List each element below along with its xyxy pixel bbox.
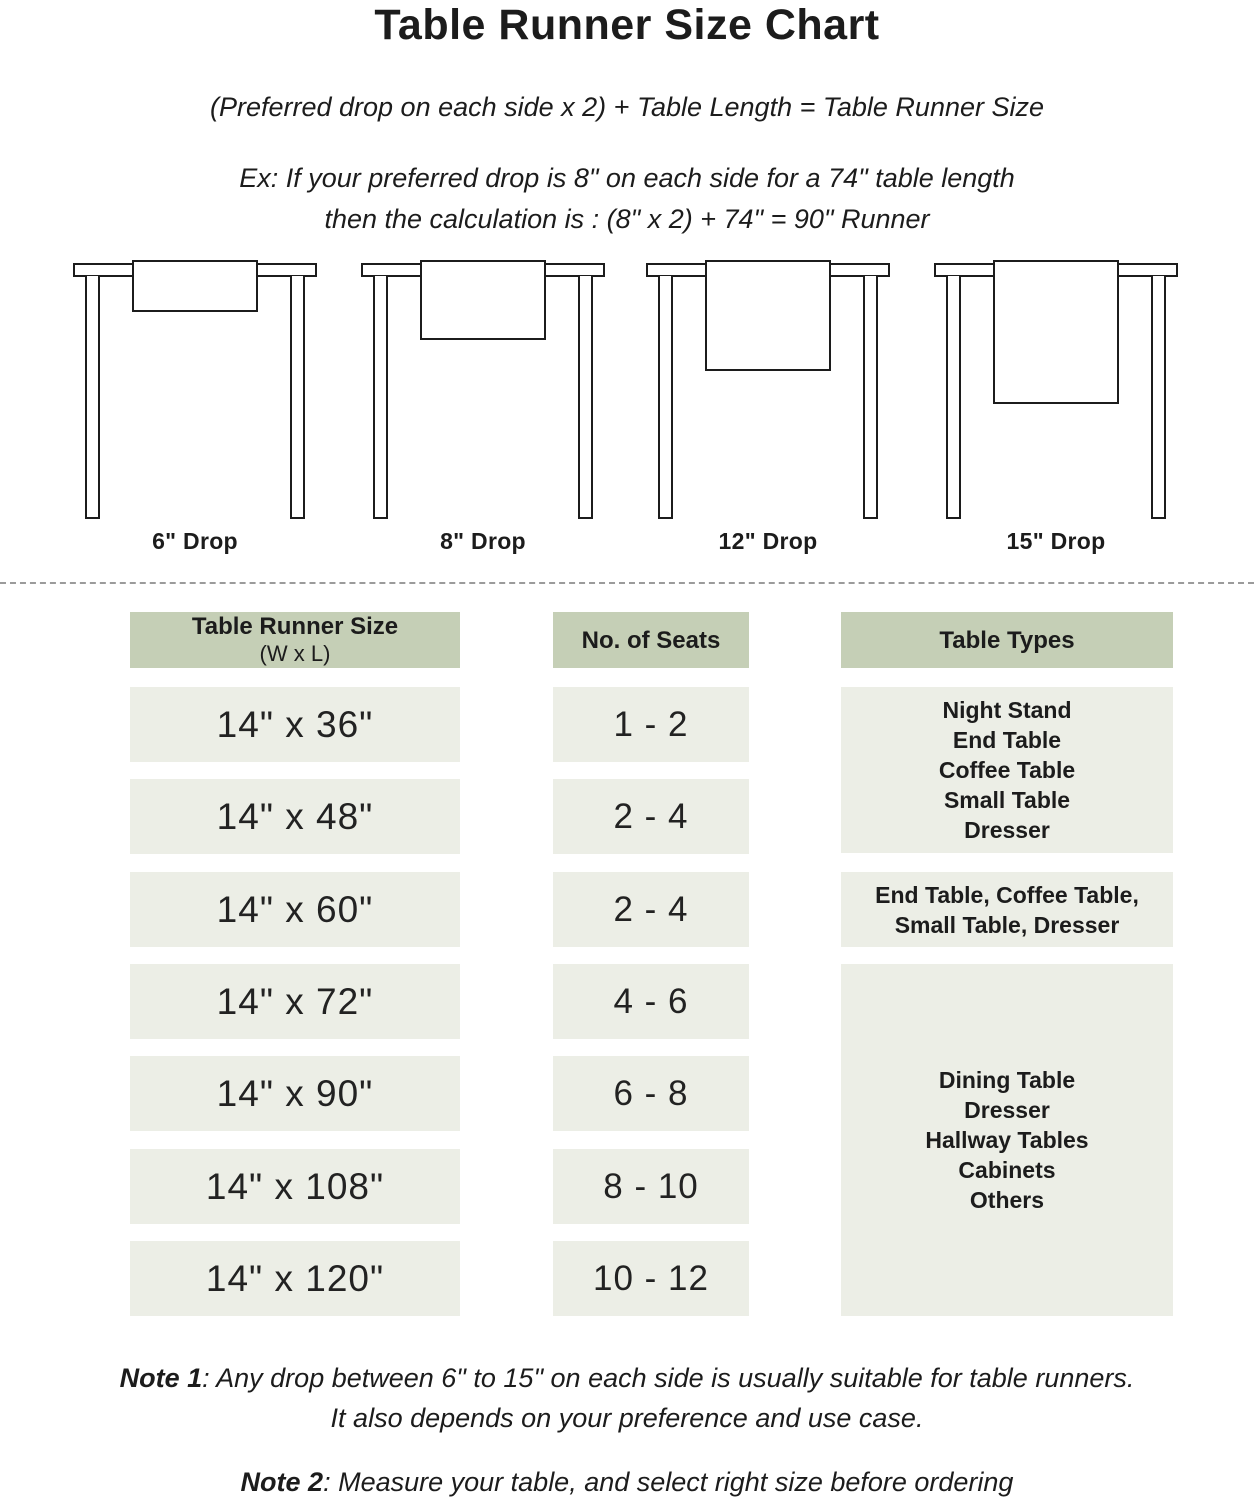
runner-rect	[705, 260, 831, 371]
drop-label: 8" Drop	[440, 528, 526, 554]
dashed-divider	[0, 582, 1254, 584]
size-cell-5: 14" x 90"	[130, 1056, 460, 1131]
table-diagram-8-drop	[361, 258, 605, 558]
table-leg-left	[85, 276, 100, 519]
example-text	[0, 158, 1254, 240]
seats-cell-1: 1 - 2	[553, 687, 749, 762]
note-1-line-2: It also depends on your preference and use case.	[330, 1403, 924, 1433]
types-cell-large-tables: Dining Table Dresser Hallway Tables Cabinets Others	[841, 964, 1173, 1316]
table-diagram-12-drop	[646, 258, 890, 558]
size-cell-7: 14" x 120"	[130, 1241, 460, 1316]
note-1: Note 1: Any drop between 6" to 15" on each side is usually suitable for table runners. It also depends on your preference and use case.	[119, 1363, 1135, 1433]
page-title: Table Runner Size Chart	[374, 1, 880, 49]
size-cell-6: 14" x 108"	[130, 1149, 460, 1224]
types-cell-small-tables: Night Stand End Table Coffee Table Small Table Dresser	[841, 687, 1173, 853]
header-runner-size-line2: (W x L)	[259, 641, 331, 666]
runner-rect	[993, 260, 1119, 404]
note-2-label: Note 2	[240, 1467, 324, 1497]
note-1-label: Note 1	[119, 1363, 203, 1393]
table-leg-left	[373, 276, 388, 519]
table-leg-right	[863, 276, 878, 519]
header-runner-size	[130, 612, 460, 668]
types-cell-medium-tables: End Table, Coffee Table, Small Table, Dresser	[841, 872, 1173, 947]
formula-text: (Preferred drop on each side x 2) + Table Length = Table Runner Size	[209, 92, 1045, 122]
seats-cell-7: 10 - 12	[553, 1241, 749, 1316]
table-diagram-6-drop	[73, 258, 317, 558]
note-2: Note 2: Measure your table, and select right size before ordering	[240, 1467, 1014, 1497]
header-seats-label: No. of Seats	[581, 626, 721, 654]
runner-rect	[132, 260, 258, 312]
seats-cell-4: 4 - 6	[553, 964, 749, 1039]
header-seats	[553, 612, 749, 668]
header-table-types	[841, 612, 1173, 668]
size-cell-2: 14" x 48"	[130, 779, 460, 854]
table-leg-left	[946, 276, 961, 519]
seats-cell-3: 2 - 4	[553, 872, 749, 947]
example-line-1: Ex: If your preferred drop is 8" on each side for a 74" table length	[239, 163, 1015, 193]
seats-cell-2: 2 - 4	[553, 779, 749, 854]
example-line-2: then the calculation is : (8" x 2) + 74" = 90" Runner	[324, 204, 930, 234]
seats-cell-6: 8 - 10	[553, 1149, 749, 1224]
table-leg-right	[578, 276, 593, 519]
drop-label: 12" Drop	[718, 528, 818, 554]
drop-label: 15" Drop	[1006, 528, 1106, 554]
runner-rect	[420, 260, 546, 340]
header-runner-size-line1: Table Runner Size	[191, 613, 399, 640]
drop-label: 6" Drop	[152, 528, 238, 554]
header-table-types-label: Table Types	[939, 626, 1075, 654]
table-leg-left	[658, 276, 673, 519]
table-leg-right	[290, 276, 305, 519]
size-cell-3: 14" x 60"	[130, 872, 460, 947]
size-cell-4: 14" x 72"	[130, 964, 460, 1039]
seats-cell-5: 6 - 8	[553, 1056, 749, 1131]
table-diagram-15-drop	[934, 258, 1178, 558]
table-leg-right	[1151, 276, 1166, 519]
size-cell-1: 14" x 36"	[130, 687, 460, 762]
